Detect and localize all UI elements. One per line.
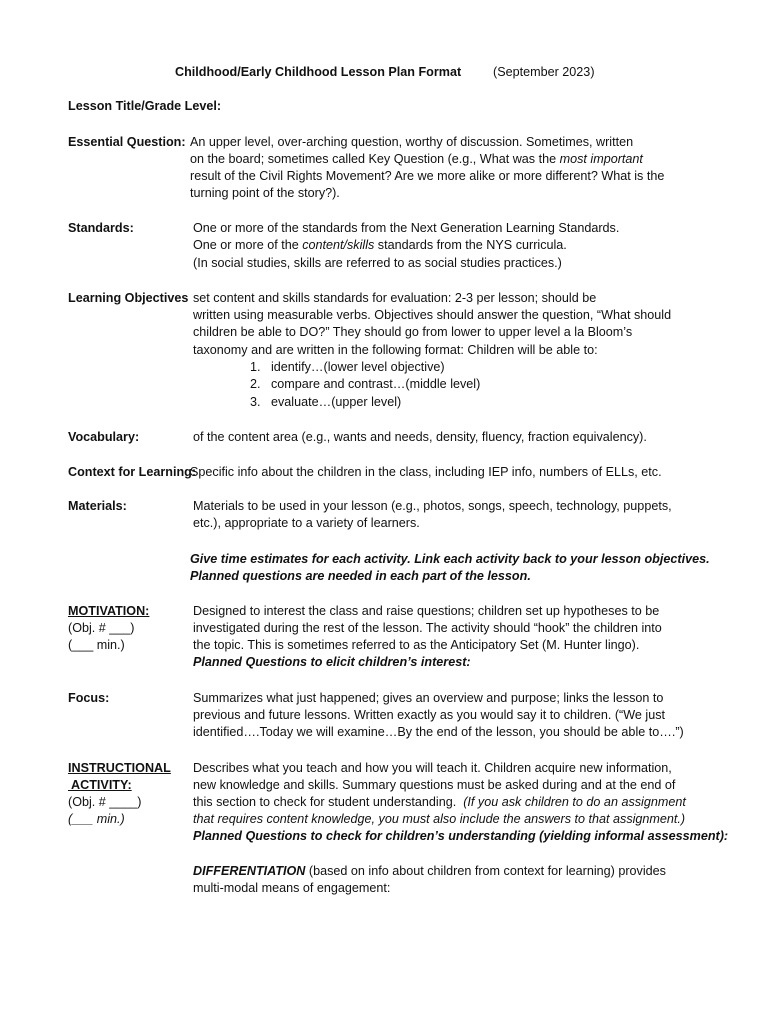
focus-line-2: previous and future lessons. Written exactly as you would say it to children. (“We just <box>193 708 666 722</box>
materials-line-1: Materials to be used in your lesson (e.g., photos, songs, speech, technology, puppets, <box>193 499 672 513</box>
essential-question-line-2 <box>190 151 643 168</box>
differentiation-line-2: multi-modal means of engagement: <box>193 881 391 895</box>
standards-label: Standards: <box>68 221 134 235</box>
list-item-number: 1. <box>250 360 261 374</box>
standards-line-2-c: standards from the NYS curricula. <box>374 238 567 252</box>
instructional-line-3 <box>193 794 686 811</box>
differentiation-line-1-text: (based on info about children from context for learning) provides <box>305 864 666 878</box>
page-header <box>0 64 768 82</box>
objective-list <box>250 359 480 411</box>
materials-label: Materials: <box>68 499 127 513</box>
list-item-number: 3. <box>250 394 261 409</box>
motivation-label: MOTIVATION: <box>68 604 150 618</box>
motivation-objective: (Obj. # ___) <box>68 621 135 635</box>
essential-question-emphasis: most important <box>559 152 643 166</box>
note-line-1: Give time estimates for each activity. Link each activity back to your lesson objectives. <box>190 552 710 566</box>
learning-objectives-line-3: children be able to DO?” They should go from lower to upper level a la Bloom’s <box>193 325 633 339</box>
focus-label: Focus: <box>68 691 110 705</box>
context-label: Context for Learning: <box>68 465 197 479</box>
standards-line-2-a: One or more of the <box>193 238 303 252</box>
focus-line-3: identified….Today we will examine…By the end of the lesson, you should be able to….”) <box>193 725 684 739</box>
instructional-line-3-b: (If you ask children to do an assignment <box>463 795 686 809</box>
standards-line-1: One or more of the standards from the Next Generation Learning Standards. <box>193 221 620 235</box>
vocabulary-label: Vocabulary: <box>68 430 140 444</box>
instructional-label-1: INSTRUCTIONAL <box>68 761 171 775</box>
instructional-label-2: ACTIVITY: <box>68 778 132 792</box>
instructional-objective: (Obj. # ____) <box>68 795 142 809</box>
materials-line-2: etc.), appropriate to a variety of learners. <box>193 516 420 530</box>
differentiation-label: DIFFERENTIATION <box>193 864 306 878</box>
list-item-text: evaluate…(upper level) <box>271 394 402 409</box>
list-item <box>250 376 480 393</box>
standards-line-3: (In social studies, skills are referred to as social studies practices.) <box>193 256 562 270</box>
learning-objectives-label: Learning Objectives <box>68 291 189 305</box>
focus-line-1: Summarizes what just happened; gives an overview and purpose; links the lesson to <box>193 691 664 705</box>
list-item-number: 2. <box>250 377 261 392</box>
instructional-line-3-a: this section to check for student understanding. <box>193 795 464 809</box>
essential-question-line-2-text: on the board; sometimes called Key Question (e.g., What was the <box>190 152 560 166</box>
note-line-2: Planned questions are needed in each part of the lesson. <box>190 569 531 583</box>
standards-line-2-emphasis: content/skills <box>302 238 375 252</box>
differentiation-line-1 <box>193 863 666 880</box>
motivation-line-2: investigated during the rest of the lesson. The activity should “hook” the children into <box>193 621 662 635</box>
motivation-line-3: the topic. This is sometimes referred to as the Anticipatory Set (M. Hunter lingo). <box>193 638 640 652</box>
standards-line-2 <box>193 237 567 254</box>
document-date: (September 2023) <box>493 65 595 79</box>
essential-question-line-3: result of the Civil Rights Movement? Are we more alike or more different? What is the <box>190 169 665 183</box>
motivation-line-4: Planned Questions to elicit children’s interest: <box>193 655 471 669</box>
instructional-line-2: new knowledge and skills. Summary questions must be asked during and at the end of <box>193 778 676 792</box>
learning-objectives-line-4: taxonomy and are written in the following format: Children will be able to: <box>193 343 598 357</box>
instructional-line-5: Planned Questions to check for children’s understanding (yielding informal assessment): <box>193 829 729 843</box>
list-item <box>250 394 480 411</box>
vocabulary-line-1: of the content area (e.g., wants and needs, density, fluency, fraction equivalency). <box>193 430 647 444</box>
list-item-text: compare and contrast…(middle level) <box>271 377 481 392</box>
context-line-1: Specific info about the children in the class, including IEP info, numbers of ELLs, etc. <box>190 465 662 479</box>
instructional-minutes: (___ min.) <box>68 812 125 826</box>
learning-objectives-line-1: set content and skills standards for evaluation: 2-3 per lesson; should be <box>193 291 597 305</box>
learning-objectives-line-2: written using measurable verbs. Objectives should answer the question, “What should <box>193 308 672 322</box>
instructional-line-4: that requires content knowledge, you must also include the answers to that assignment.) <box>193 812 686 826</box>
list-item-text: identify…(lower level objective) <box>271 360 445 374</box>
document-title: Childhood/Early Childhood Lesson Plan Format <box>175 65 462 79</box>
essential-question-label: Essential Question: <box>68 135 186 149</box>
motivation-minutes: (___ min.) <box>68 638 125 652</box>
instructional-line-1: Describes what you teach and how you will teach it. Children acquire new information, <box>193 761 672 775</box>
essential-question-line-4: turning point of the story?). <box>190 186 340 200</box>
list-item <box>250 359 480 376</box>
essential-question-line-1: An upper level, over-arching question, worthy of discussion. Sometimes, written <box>190 135 634 149</box>
lesson-title-label: Lesson Title/Grade Level: <box>68 99 222 113</box>
motivation-line-1: Designed to interest the class and raise questions; children set up hypotheses to be <box>193 604 660 618</box>
